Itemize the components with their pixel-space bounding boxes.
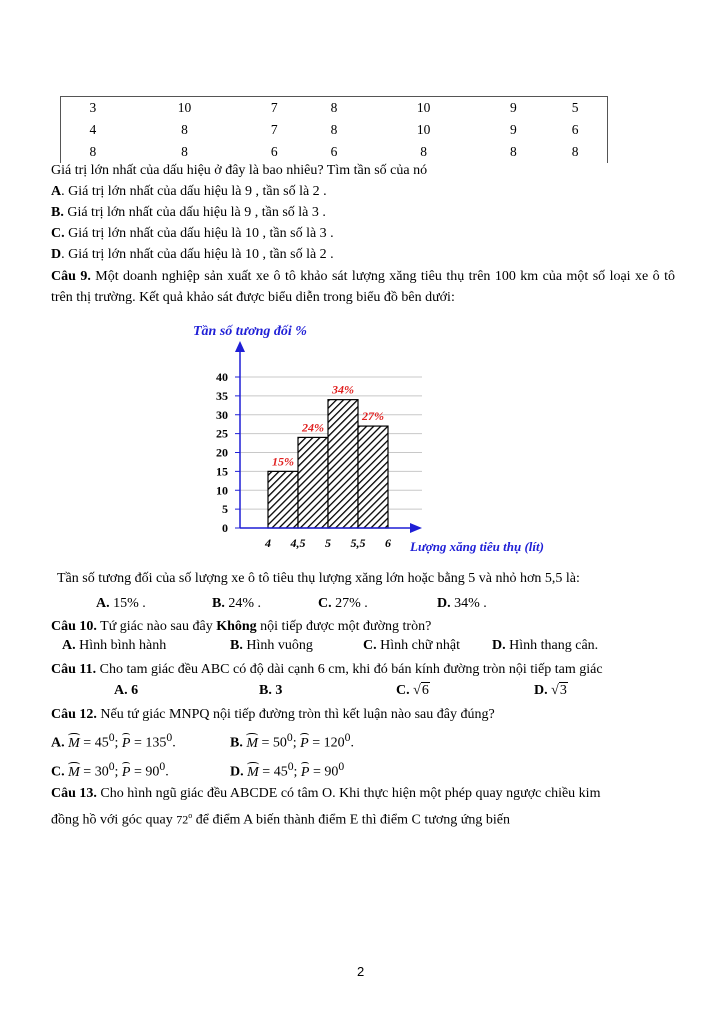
q10-option-a: A. Hình bình hành (62, 638, 167, 653)
q11-option-a: A. 6 (114, 683, 139, 698)
table-cell: 8 (89, 144, 97, 159)
table-cell: 8 (509, 144, 517, 159)
bar-data-label: 34% (332, 382, 354, 397)
y-axis-arrow-icon (235, 341, 245, 352)
y-axis-label: Tần số tương đối % (193, 324, 307, 339)
y-tick-label: 25 (216, 426, 228, 441)
y-tick-label: 30 (216, 407, 228, 422)
y-tick-label: 20 (216, 445, 228, 460)
q9-option-d: D. 34% . (437, 596, 487, 611)
y-tick-label: 40 (216, 370, 228, 384)
table-cell: 9 (509, 122, 517, 137)
q12-option-b: B. $M = 50^0$; $P = 120^0$. (230, 731, 354, 751)
q12-option-c: C. $M = 30^0$; $P = 90^0$. (51, 760, 169, 780)
q11-option-c: C. √6 (396, 683, 429, 698)
bar (358, 426, 388, 528)
table-cell: 6 (270, 144, 278, 159)
table-cell: 7 (270, 100, 278, 115)
q9-option-c: C. 27% . (318, 596, 368, 611)
q11-option-d: D. √3 (534, 683, 567, 698)
bar-data-label: 24% (302, 420, 324, 435)
q13-text-line2: đồng hồ với góc quay 72$^o$ để điểm A biến thành điểm E thì điểm C tương ứng biến (51, 811, 510, 828)
table-cell: 8 (181, 122, 188, 137)
table-cell: 6 (330, 144, 338, 159)
q9-option-b: B. 24% . (212, 596, 262, 611)
x-tick-label: 4 (265, 536, 271, 550)
q13-text-line1: Câu 13. Cho hình ngũ giác đều ABCDE có tâm O. Khi thực hiện một phép quay ngược chiều kim (51, 786, 601, 801)
q11-option-b: B. 3 (259, 683, 283, 698)
table-cell: 8 (420, 144, 428, 159)
q12-text: Câu 12. Nếu tứ giác MNPQ nội tiếp đường tròn thì kết luận nào sau đây đúng? (51, 707, 495, 722)
table-cell: 10 (177, 100, 192, 115)
q8-option-b: B. Giá trị lớn nhất của dấu hiệu là 9 , tần số là 3 . (51, 205, 326, 220)
table-cell: 3 (89, 100, 97, 115)
bar (328, 400, 358, 528)
page-number: 2 (357, 964, 365, 979)
q12-option-a: A. $M = 45^0$; $P = 135^0$. (51, 731, 176, 751)
bar-data-label: 15% (272, 454, 294, 469)
q10-option-b: B. Hình vuông (230, 638, 313, 653)
x-tick-label: 6 (385, 536, 391, 550)
x-axis-label: Lượng xăng tiêu thụ (lít) (410, 539, 544, 554)
table-cell: 5 (571, 100, 579, 115)
q8-option-c: C. Giá trị lớn nhất của dấu hiệu là 10 , tần số là 3 . (51, 226, 334, 241)
x-axis-arrow-icon (410, 523, 422, 533)
q11-text: Câu 11. Cho tam giác đều ABC có độ dài cạnh 6 cm, khi đó bán kính đường tròn nội tiếp tam giác (51, 662, 603, 677)
q8-stem: Giá trị lớn nhất của dấu hiệu ở đây là bao nhiêu? Tìm tần số của nó (51, 163, 428, 178)
table-cell: 10 (416, 122, 431, 137)
x-tick-label: 5 (325, 536, 331, 550)
q10-text: Câu 10. Tứ giác nào sau đây Không nội tiếp được một đường tròn? (51, 619, 432, 634)
q9-option-a: A. 15% . (96, 596, 146, 611)
table-cell: 9 (509, 100, 517, 115)
bar (268, 471, 298, 528)
bar-data-label: 27% (362, 409, 384, 424)
table-cell: 8 (330, 100, 338, 115)
x-tick-label: 5,5 (350, 536, 366, 550)
y-tick-label: 35 (216, 388, 228, 403)
q8-option-a: A. Giá trị lớn nhất của dấu hiệu là 9 , tần số là 2 . (51, 184, 327, 199)
table-cell: 8 (181, 144, 188, 159)
x-tick-label: 4,5 (290, 536, 306, 550)
table-cell: 7 (270, 122, 278, 137)
table-cell: 8 (330, 122, 338, 137)
q10-option-d: D. Hình thang cân. (492, 638, 599, 653)
table-cell: 8 (571, 144, 579, 159)
y-tick-label: 0 (222, 521, 228, 535)
table-cell: 6 (571, 122, 579, 137)
bar (298, 437, 328, 528)
q9-question: Tần số tương đối của số lượng xe ô tô tiêu thụ lượng xăng lớn hoặc bằng 5 và nhỏ hơn 5,5 là: (57, 571, 580, 586)
y-tick-label: 5 (222, 502, 228, 517)
q9-text: Câu 9. Một doanh nghiệp sản xuất xe ô tô khảo sát lượng xăng tiêu thụ trên 100 km của một số loại xe ô tô trên thị trường. Kết quả khảo sát được biểu diễn trong biểu đồ bên dưới: (51, 269, 675, 305)
q12-option-d: D. $M = 45^0$; $P = 90^0$ (230, 760, 345, 780)
table-cell: 4 (89, 122, 97, 137)
q8-option-d: D. Giá trị lớn nhất của dấu hiệu là 10 , tần số là 2 . (51, 247, 334, 262)
table-cell: 10 (416, 100, 431, 115)
y-tick-label: 15 (216, 464, 228, 479)
q10-option-c: C. Hình chữ nhật (363, 638, 461, 653)
y-tick-label: 10 (216, 483, 228, 498)
